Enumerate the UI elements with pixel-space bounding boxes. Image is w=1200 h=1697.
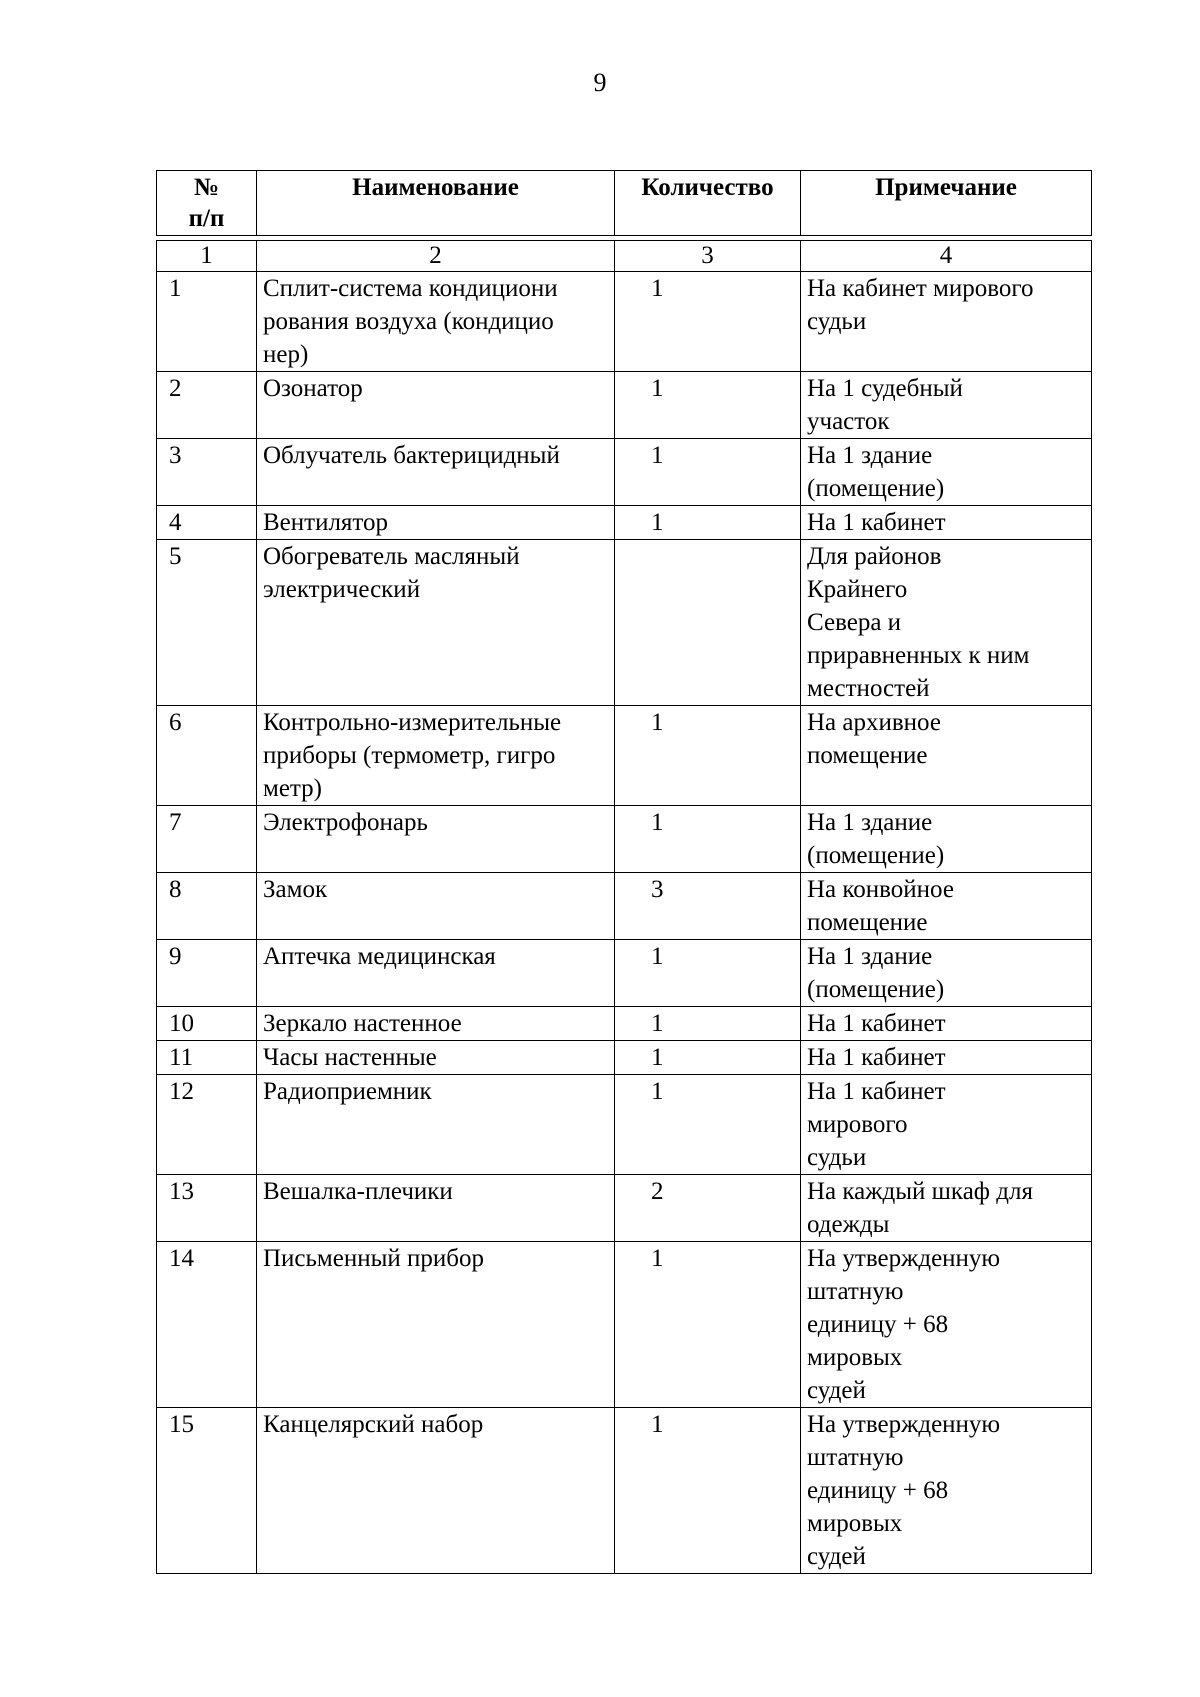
- row-name-cell: Облучатель бактерицидный: [257, 439, 615, 506]
- row-note-cell: На 1 здание (помещение): [801, 439, 1092, 506]
- table-row: [157, 540, 1092, 706]
- table-row: [157, 1041, 1092, 1075]
- row-note-cell: Для районов Крайнего Севера и приравненных к ним местностей: [801, 540, 1092, 706]
- row-number-cell: 5: [157, 540, 257, 706]
- row-quantity-cell: 2: [615, 1175, 801, 1242]
- row-note-cell: На 1 здание (помещение): [801, 940, 1092, 1007]
- header-name: Наименование: [257, 171, 615, 236]
- items-table: [156, 240, 1092, 1574]
- row-name-cell: Вентилятор: [257, 506, 615, 540]
- row-note-cell: На каждый шкаф для одежды: [801, 1175, 1092, 1242]
- table-row: [157, 1242, 1092, 1408]
- row-quantity-cell: 1: [615, 1075, 801, 1175]
- row-number-cell: 13: [157, 1175, 257, 1242]
- table-row: [157, 439, 1092, 506]
- row-number-cell: 12: [157, 1075, 257, 1175]
- row-quantity-cell: 1: [615, 506, 801, 540]
- row-note-cell: На кабинет мирового судьи: [801, 272, 1092, 372]
- row-note-cell: На утвержденную штатную единицу + 68 мировых судей: [801, 1408, 1092, 1574]
- column-number: 1: [157, 241, 257, 272]
- row-name-cell: Письменный прибор: [257, 1242, 615, 1408]
- header-row: [157, 171, 1092, 236]
- table-row: [157, 372, 1092, 439]
- row-name-cell: Аптечка медицинская: [257, 940, 615, 1007]
- row-quantity-cell: 1: [615, 1242, 801, 1408]
- row-number-cell: 10: [157, 1007, 257, 1041]
- row-name-cell: Сплит-система кондициони рования воздуха (кондицио нер): [257, 272, 615, 372]
- row-name-cell: Замок: [257, 873, 615, 940]
- row-name-cell: Обогреватель масляный электрический: [257, 540, 615, 706]
- items-table-body: [157, 241, 1092, 1574]
- table-row: [157, 506, 1092, 540]
- row-name-cell: Электрофонарь: [257, 806, 615, 873]
- row-number-cell: 7: [157, 806, 257, 873]
- row-number-cell: 11: [157, 1041, 257, 1075]
- row-note-cell: На 1 кабинет мирового судьи: [801, 1075, 1092, 1175]
- row-note-cell: На 1 кабинет: [801, 506, 1092, 540]
- row-number-cell: 14: [157, 1242, 257, 1408]
- row-note-cell: На 1 судебный участок: [801, 372, 1092, 439]
- table-row: [157, 940, 1092, 1007]
- row-number-cell: 9: [157, 940, 257, 1007]
- row-quantity-cell: 1: [615, 1041, 801, 1075]
- row-number-cell: 2: [157, 372, 257, 439]
- header-num: № п/п: [157, 171, 257, 236]
- row-name-cell: Зеркало настенное: [257, 1007, 615, 1041]
- row-number-cell: 3: [157, 439, 257, 506]
- row-name-cell: Контрольно-измерительные приборы (термометр, гигро метр): [257, 706, 615, 806]
- column-number: 4: [801, 241, 1092, 272]
- table-row: [157, 706, 1092, 806]
- table-header: [156, 170, 1092, 236]
- row-quantity-cell: 1: [615, 439, 801, 506]
- table-row: [157, 1075, 1092, 1175]
- row-quantity-cell: 1: [615, 1007, 801, 1041]
- row-number-cell: 6: [157, 706, 257, 806]
- row-number-cell: 4: [157, 506, 257, 540]
- row-quantity-cell: 3: [615, 873, 801, 940]
- table-row: [157, 1408, 1092, 1574]
- row-quantity-cell: 1: [615, 940, 801, 1007]
- row-name-cell: Вешалка-плечики: [257, 1175, 615, 1242]
- row-name-cell: Озонатор: [257, 372, 615, 439]
- row-note-cell: На 1 кабинет: [801, 1041, 1092, 1075]
- row-name-cell: Радиоприемник: [257, 1075, 615, 1175]
- row-number-cell: 1: [157, 272, 257, 372]
- table-row: [157, 873, 1092, 940]
- row-quantity-cell: [615, 540, 801, 706]
- row-number-cell: 8: [157, 873, 257, 940]
- row-note-cell: На архивное помещение: [801, 706, 1092, 806]
- row-quantity-cell: 1: [615, 372, 801, 439]
- row-number-cell: 15: [157, 1408, 257, 1574]
- row-name-cell: Канцелярский набор: [257, 1408, 615, 1574]
- row-quantity-cell: 1: [615, 272, 801, 372]
- row-name-cell: Часы настенные: [257, 1041, 615, 1075]
- table-row: [157, 272, 1092, 372]
- row-note-cell: На 1 здание (помещение): [801, 806, 1092, 873]
- table-row: [157, 1175, 1092, 1242]
- row-quantity-cell: 1: [615, 706, 801, 806]
- header-note: Примечание: [801, 171, 1092, 236]
- column-number: 2: [257, 241, 615, 272]
- row-quantity-cell: 1: [615, 806, 801, 873]
- page-number: 9: [593, 68, 607, 97]
- table-row: [157, 1007, 1092, 1041]
- column-numbers-row: [157, 241, 1092, 272]
- column-number: 3: [615, 241, 801, 272]
- row-note-cell: На утвержденную штатную единицу + 68 мировых судей: [801, 1242, 1092, 1408]
- row-note-cell: На конвойное помещение: [801, 873, 1092, 940]
- table-row: [157, 806, 1092, 873]
- row-quantity-cell: 1: [615, 1408, 801, 1574]
- row-note-cell: На 1 кабинет: [801, 1007, 1092, 1041]
- header-quantity: Количество: [615, 171, 801, 236]
